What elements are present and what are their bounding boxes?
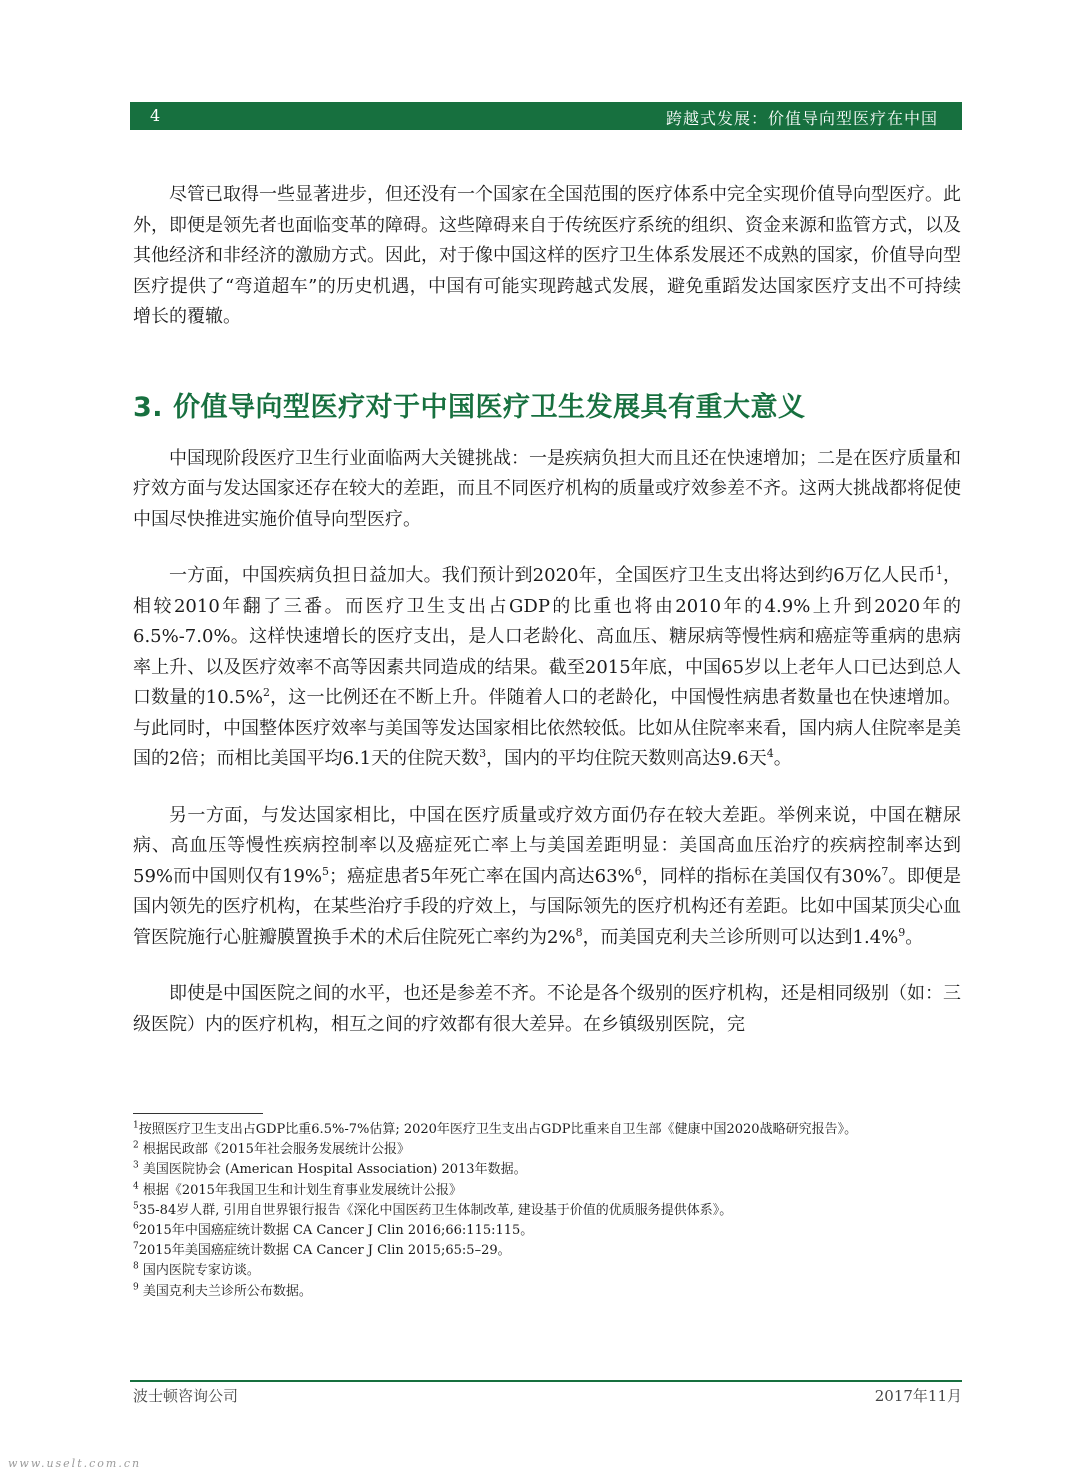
footnote-number: 2 <box>133 1140 139 1151</box>
footnote-divider <box>133 1113 263 1114</box>
paragraph-challenges: 中国现阶段医疗卫生行业面临两大关键挑战：一是疾病负担大而且还在快速增加；二是在医疗质量和疗效方面与发达国家还存在较大的差距，而且不同医疗机构的质量或疗效参差不齐。这两大挑战都将促使中国尽快推进实施价值导向型医疗。 <box>133 447 961 530</box>
footnote-text: 2015年美国癌症统计数据 CA Cancer J Clin 2015;65:5–29。 <box>138 1243 511 1259</box>
footer-publisher: 波士顿咨询公司 <box>133 1387 239 1405</box>
footnote-number: 9 <box>133 1282 139 1293</box>
text-run: 。 <box>773 748 792 769</box>
page-number: 4 <box>150 106 161 125</box>
page-header-bar <box>130 102 962 130</box>
footnote-number: 6 <box>133 1221 139 1232</box>
footnote-7 <box>133 1241 961 1261</box>
text-run: 。即便是国内领先的医疗机构，在某些治疗手段的疗效上，与国际领先的医疗机构还有差距。比如中国某顶尖心血管医院施行心脏瓣膜置换手术的术后住院死亡率约为2% <box>133 865 962 948</box>
footnote-text: 根据《2015年我国卫生和计划生育事业发展统计公报》 <box>138 1182 462 1198</box>
text-run: ，这一比例还在不断上升。伴随着人口的老龄化，中国慢性病患者数量也在快速增加。与此同时，中国整体医疗效率与美国等发达国家相比依然较低。比如从住院率来看，国内病人住院率是美国的2倍；而相比美国平均6.1天的住院天数 <box>133 687 962 769</box>
paragraph-disease-burden <box>133 561 961 775</box>
watermark: www.uselt.com.cn <box>8 1457 142 1470</box>
footnote-ref-2[interactable]: 2 <box>262 686 270 699</box>
text-run: 一方面，中国疾病负担日益加大。我们预计到2020年，全国医疗卫生支出将达到约6万亿人民币 <box>169 565 936 586</box>
text-run: ，相较2010年翻了三番。而医疗卫生支出占GDP的比重也将由2010年的4.9%上升到2020年的6.5%-7.0%。这样快速增长的医疗支出，是人口老龄化、高血压、糖尿病等慢性病和癌症等重病的患病率上升、以及医疗效率不高等因素共同造成的结果。截至2015年底，中国65岁以上老年人口已达到总人口数量的10.5% <box>133 565 961 708</box>
paragraph-hospital-variance: 即使是中国医院之间的水平，也还是参差不齐。不论是各个级别的医疗机构，还是相同级别（如：三级医院）内的医疗机构，相互之间的疗效都有很大差异。在乡镇级别医院，完 <box>133 983 961 1035</box>
text-run: 另一方面，与发达国家相比，中国在医疗质量或疗效方面仍存在较大差距。举例来说，中国在糖尿病、高血压等慢性疾病控制率以及癌症死亡率上与美国差距明显：美国高血压治疗的疾病控制率达到59%而中国则仅有19% <box>133 804 961 887</box>
footnote-number: 4 <box>133 1181 139 1192</box>
footnote-text: 35-84岁人群, 引用自世界银行报告《深化中国医药卫生体制改革, 建设基于价值的优质服务提供体系》。 <box>138 1202 733 1218</box>
footnote-6 <box>133 1221 961 1241</box>
footnote-text: 国内医院专家访谈。 <box>138 1263 260 1279</box>
footnote-ref-4[interactable]: 4 <box>766 747 774 760</box>
footnote-1 <box>133 1120 961 1140</box>
footnote-3 <box>133 1160 961 1180</box>
text-run: ，而美国克利夫兰诊所则可以达到1.4% <box>582 926 899 948</box>
footnote-text: 根据民政部《2015年社会服务发展统计公报》 <box>138 1142 410 1158</box>
footnote-ref-7[interactable]: 7 <box>881 864 889 878</box>
footnote-text: 2015年中国癌症统计数据 CA Cancer J Clin 2016;66:115:115。 <box>138 1223 534 1239</box>
footnote-number: 3 <box>133 1161 139 1172</box>
footnote-9 <box>133 1282 961 1302</box>
footnote-ref-6[interactable]: 6 <box>634 864 642 878</box>
footnote-text: 按照医疗卫生支出占GDP比重6.5%-7%估算; 2020年医疗卫生支出占GDP比重来自卫生部《健康中国2020战略研究报告》。 <box>138 1122 858 1137</box>
footnote-8 <box>133 1261 961 1281</box>
footer-date: 2017年11月 <box>874 1387 962 1405</box>
text-run: ，国内的平均住院天数则高达9.6天 <box>486 748 767 769</box>
footnote-text: 美国医院协会 (American Hospital Association) 2013年数据。 <box>138 1162 527 1178</box>
text-run: ；癌症患者5年死亡率在国内高达63% <box>329 865 635 887</box>
footnote-ref-5[interactable]: 5 <box>322 864 330 878</box>
text-run: ，同样的指标在美国仅有30% <box>641 865 882 887</box>
footnote-ref-9[interactable]: 9 <box>898 925 906 939</box>
footnote-text: 美国克利夫兰诊所公布数据。 <box>138 1283 312 1299</box>
footer-divider <box>130 1380 962 1382</box>
footnotes <box>133 1120 961 1302</box>
footnote-number: 1 <box>133 1120 139 1131</box>
main-content <box>133 180 961 1066</box>
header-title: 跨越式发展：价值导向型医疗在中国 <box>665 109 938 128</box>
footnote-ref-1[interactable]: 1 <box>935 564 943 577</box>
footnote-number: 5 <box>133 1201 139 1212</box>
footnote-2 <box>133 1140 961 1160</box>
section-heading: 3. 价值导向型医疗对于中国医疗卫生发展具有重大意义 <box>133 391 806 423</box>
footnote-5 <box>133 1201 961 1221</box>
text-run: 。 <box>905 926 924 948</box>
paragraph-quality-gap <box>133 801 961 954</box>
footnote-4 <box>133 1181 961 1201</box>
footnote-ref-8[interactable]: 8 <box>575 925 583 939</box>
intro-paragraph: 尽管已取得一些显著进步，但还没有一个国家在全国范围的医疗体系中完全实现价值导向型医疗。此外，即便是领先者也面临变革的障碍。这些障碍来自于传统医疗系统的组织、资金来源和监管方式，以及其他经济和非经济的激励方式。因此，对于像中国这样的医疗卫生体系发展还不成熟的国家，价值导向型医疗提供了“弯道超车”的历史机遇，中国有可能实现跨越式发展，避免重蹈发达国家医疗支出不可持续增长的覆辙。 <box>133 184 961 327</box>
footnote-number: 7 <box>133 1241 139 1252</box>
footnote-ref-3[interactable]: 3 <box>479 747 487 760</box>
footnote-number: 8 <box>133 1262 139 1273</box>
